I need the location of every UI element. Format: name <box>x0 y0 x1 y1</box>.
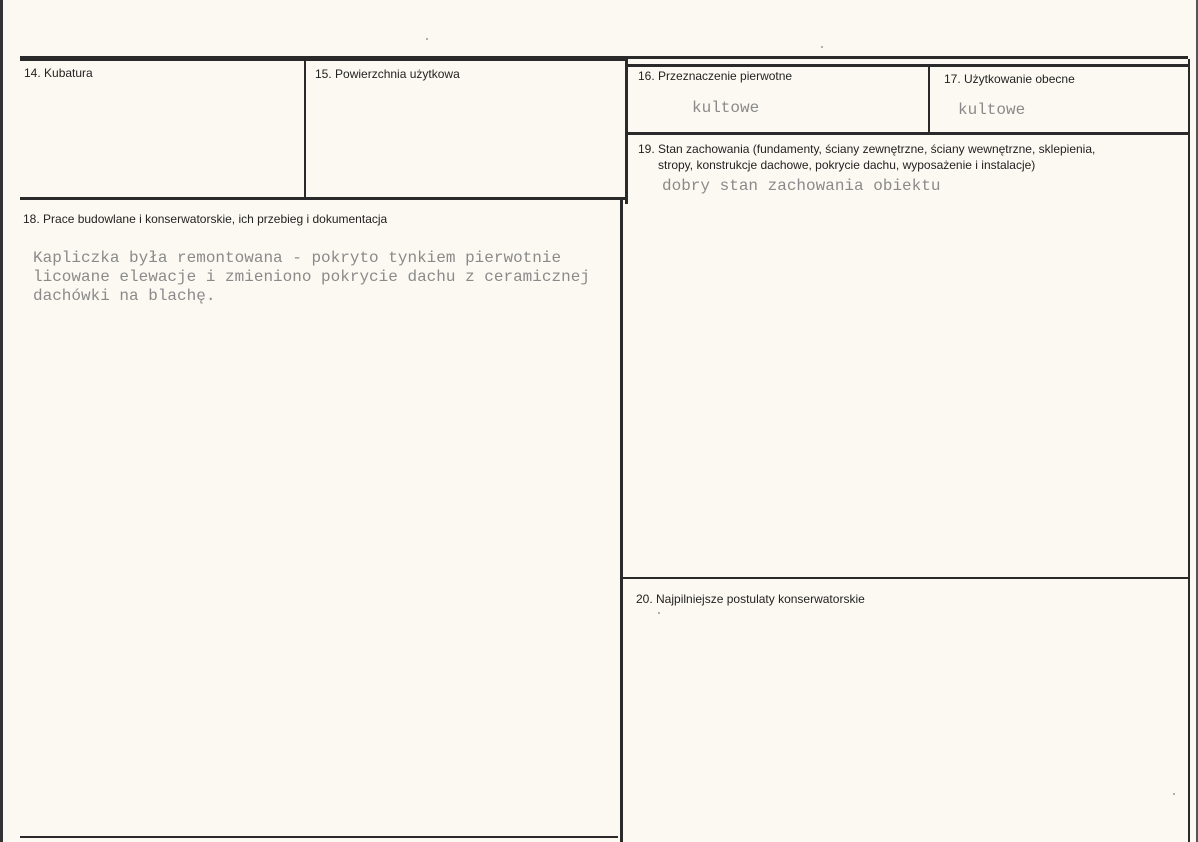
divider-18-19 <box>620 200 623 842</box>
field-16-label: 16. Przeznaczenie pierwotne <box>638 69 793 83</box>
field-18-label: 18. Prace budowlane i konserwatorskie, ich przebieg i dokumentacja <box>23 212 388 226</box>
field-19-value: dobry stan zachowania obiektu <box>662 177 941 195</box>
paper-speck <box>426 38 428 40</box>
divider-14-15 <box>304 59 306 199</box>
right-section-top-rule <box>626 64 1188 67</box>
field-17-label: 17. Użytkowanie obecne <box>944 72 1075 86</box>
left-section-top-rule <box>20 59 626 61</box>
field-19-label-line2: stropy, konstrukcje dachowe, pokrycie dachu, wyposażenie i instalacje) <box>658 158 1036 172</box>
field-19-label-line1: 19. Stan zachowania (fundamenty, ściany zewnętrzne, ściany wewnętrzne, sklepienia, <box>638 142 1096 156</box>
paper-speck <box>821 46 823 48</box>
field-16-value: kultowe <box>692 99 760 117</box>
paper-speck <box>658 612 660 614</box>
rule-below-16-17 <box>626 132 1188 135</box>
divider-left-right <box>625 59 628 204</box>
bottom-rule-left <box>20 836 618 838</box>
paper-speck <box>1173 793 1175 795</box>
field-18-line: Kapliczka była remontowana - pokryto tynkiem pierwotnie <box>33 249 562 267</box>
field-20-label: 20. Najpilniejsze postulaty konserwatorskie <box>636 592 865 606</box>
divider-16-17 <box>928 66 930 134</box>
right-frame-line <box>1188 59 1190 842</box>
rule-below-14-15 <box>20 197 626 200</box>
field-18-line: licowane elewacje i zmieniono pokrycie dachu z ceramicznej <box>33 268 590 286</box>
field-18-line: dachówki na blachę. <box>33 287 216 305</box>
field-14-label: 14. Kubatura <box>24 66 93 80</box>
field-15-label: 15. Powierzchnia użytkowa <box>315 67 460 81</box>
field-17-value: kultowe <box>958 101 1026 119</box>
rule-above-20 <box>623 577 1189 579</box>
